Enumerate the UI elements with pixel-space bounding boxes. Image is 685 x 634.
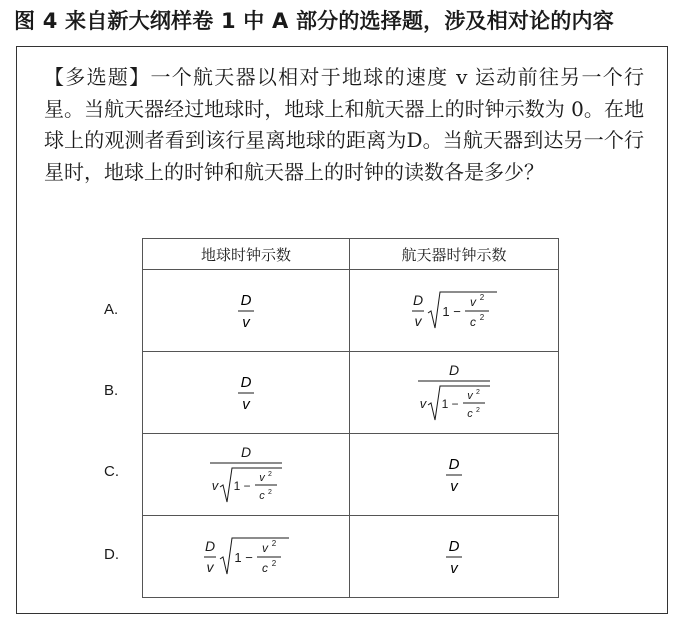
svg-text:1: 1 [442,303,450,319]
cell-b-ship [350,352,559,434]
svg-text:v: v [414,312,422,329]
svg-text:c: c [259,489,265,502]
svg-text:D: D [240,443,252,460]
header-ship-clock: 航天器时钟示数 [350,239,559,270]
formula-d-over-v [439,452,469,498]
svg-text:2: 2 [268,470,272,478]
svg-text:D: D [204,537,216,554]
svg-text:c: c [262,560,268,575]
square-root-icon [428,292,497,328]
formula-d-over-v-root [414,360,494,426]
svg-text:2: 2 [479,312,485,322]
svg-text:2: 2 [476,388,480,396]
table-row-d [143,516,559,598]
svg-text:2: 2 [271,538,277,548]
option-label-c: C. [104,463,119,480]
svg-text:−: − [245,549,253,565]
cell-a-earth [143,270,350,352]
cell-c-ship [350,434,559,516]
option-label-d: D. [104,546,119,563]
svg-text:v: v [470,294,476,309]
formula-d-over-v [439,534,469,580]
cell-d-ship [350,516,559,598]
table-row-c [143,434,559,516]
svg-text:2: 2 [479,292,485,302]
svg-text:1: 1 [441,396,449,411]
option-label-b: B. [104,382,119,399]
question-text [44,62,644,188]
svg-text:v: v [450,559,458,577]
square-root-icon [220,538,289,574]
svg-text:v: v [211,477,219,493]
svg-text:D: D [448,361,460,378]
svg-text:c: c [470,314,476,329]
svg-text:v: v [242,395,250,413]
svg-text:2: 2 [476,406,480,414]
fraction-denominator: v [242,313,250,331]
formula-d-over-v [231,370,261,416]
svg-text:c: c [467,407,473,420]
question-body: 一个航天器以相对于地球的速度 v 运动前往另一个行星。当航天器经过地球时，地球上和航天器上的时钟示数为 0。在地球上的观测者看到该行星离地球的距离为D。当航天器到达另一个行星时，地球上的时钟和航天器上的时钟的读数各是多少？ [44,65,645,184]
question-tag: 【多选题】 [44,65,151,89]
svg-text:v: v [419,395,427,411]
header-earth-clock: 地球时钟示数 [143,239,350,270]
formula-d-over-v-times-root [201,532,291,582]
figure-title: 图 4 来自新大纲样卷 1 中 A 部分的选择题，涉及相对论的内容 [14,9,614,33]
formula-d-over-v-times-root [409,286,499,336]
svg-text:−: − [243,478,251,493]
svg-text:v: v [450,477,458,495]
svg-text:D: D [412,291,424,308]
svg-text:D: D [448,537,460,555]
svg-text:v: v [262,540,268,555]
svg-text:2: 2 [271,558,277,568]
answer-table [142,238,559,598]
cell-d-earth [143,516,350,598]
formula-d-over-v [231,288,261,334]
cell-a-ship [350,270,559,352]
option-label-a: A. [104,301,119,318]
fraction-numerator: D [240,291,252,309]
table-row-b [143,352,559,434]
table-row-a [143,270,559,352]
table-header-row [143,239,559,270]
svg-text:−: − [453,303,461,319]
svg-text:D: D [240,373,252,391]
svg-text:−: − [451,396,459,411]
formula-d-over-v-root [206,442,286,508]
svg-text:v: v [467,389,473,402]
svg-text:2: 2 [268,488,272,496]
svg-text:v: v [206,558,214,575]
svg-text:D: D [448,455,460,473]
cell-b-earth [143,352,350,434]
svg-text:1: 1 [233,478,241,493]
cell-c-earth [143,434,350,516]
svg-text:1: 1 [234,549,242,565]
svg-text:v: v [259,471,265,484]
